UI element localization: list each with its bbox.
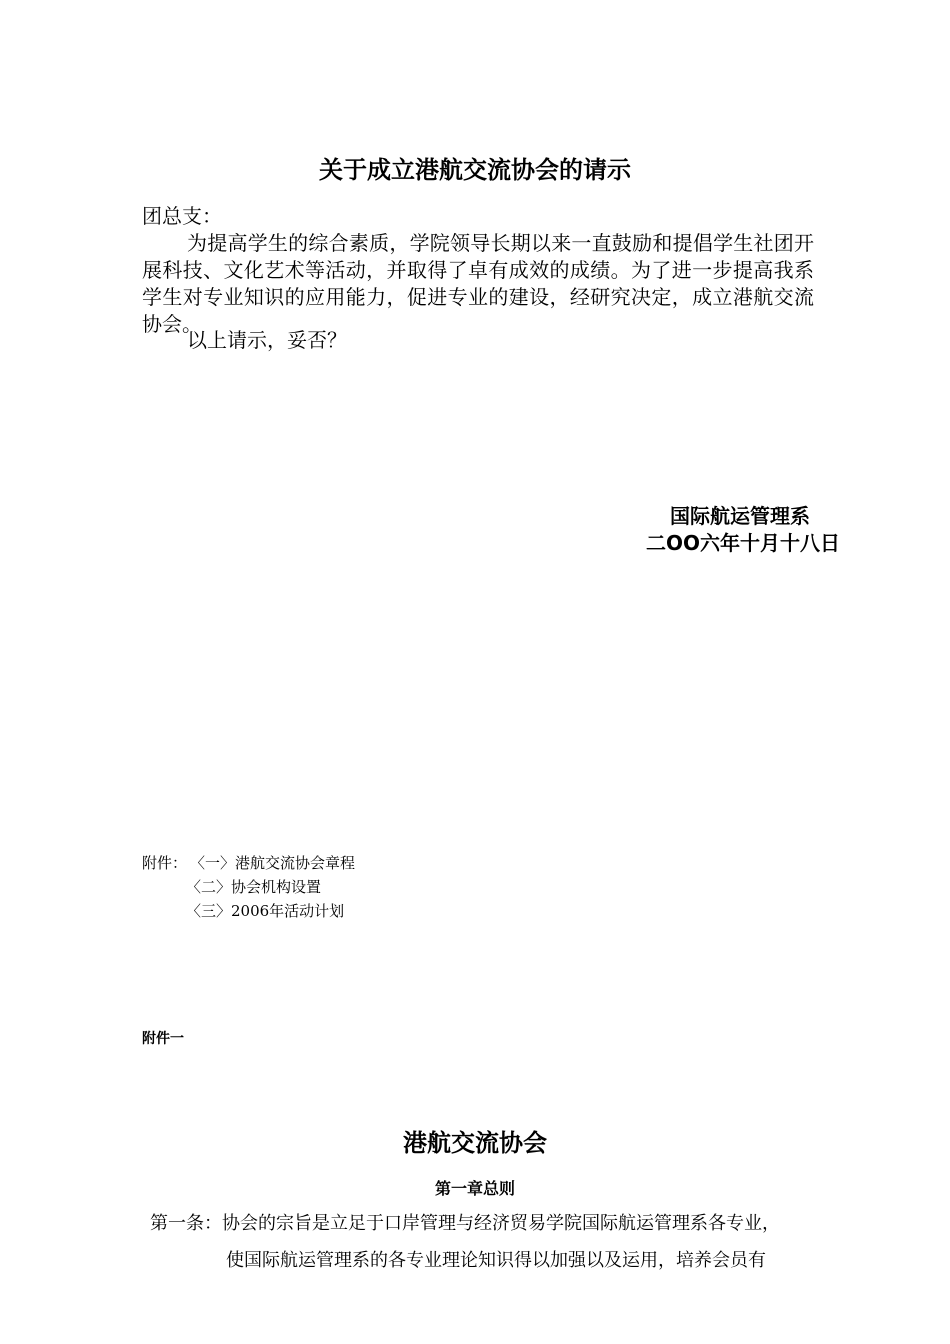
attachment-item-1: 〈一〉港航交流协会章程 [190,854,356,872]
request-paragraph: 为提高学生的综合素质，学院领导长期以来一直鼓励和提倡学生社团开展科技、文化艺术等活动，并取得了卓有成效的成绩。为了进一步提高我系学生对专业知识的应用能力，促进专业的建设，经研究决定，成立港航交流协会。 [142,231,814,336]
salutation: 团总支： [142,204,222,228]
annex-label: 附件一 [142,1031,184,1047]
article-1-line-2: 使国际航运管理系的各专业理论知识得以加强以及运用，培养会员有 [226,1250,766,1271]
signature-department: 国际航运管理系 [670,504,810,528]
closing-line: 以上请示，妥否？ [187,328,347,352]
article-1-line-1: 第一条：协会的宗旨是立足于口岸管理与经济贸易学院国际航运管理系各专业， [150,1213,780,1234]
attachments-label: 附件： [142,854,188,872]
attachment-item-2: 〈二〉协会机构设置 [186,878,322,896]
attachment-item-3: 〈三〉2006年活动计划 [186,902,345,920]
association-title: 港航交流协会 [403,1129,547,1157]
signature-date: 二OO六年十月十八日 [645,531,840,555]
request-title: 关于成立港航交流协会的请示 [319,156,631,184]
chapter-heading: 第一章总则 [434,1179,515,1198]
